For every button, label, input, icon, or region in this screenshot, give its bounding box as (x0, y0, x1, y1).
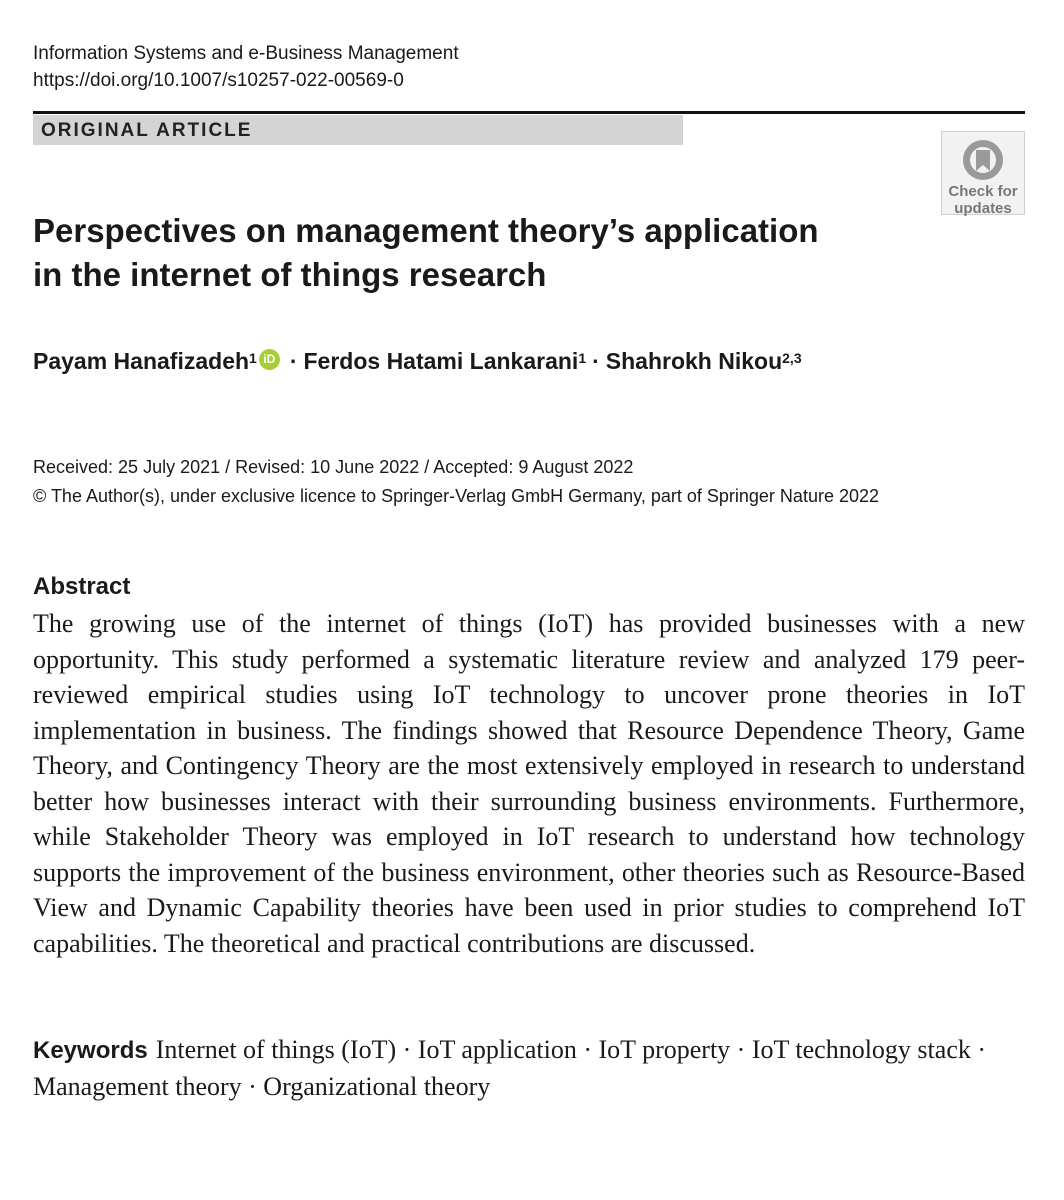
publication-dates (33, 453, 879, 511)
author-separator: · (592, 348, 600, 374)
copyright-notice: © The Author(s), under exclusive licence to Springer-Verlag GmbH Germany, part of Springer Nature 2022 (33, 486, 879, 506)
author-separator: · (289, 348, 298, 374)
author-name: Shahrokh Nikou (605, 348, 783, 374)
doi-link[interactable]: https://doi.org/10.1007/s10257-022-00569-0 (33, 70, 404, 91)
badge-label-1: Check for (948, 183, 1018, 200)
article-type-band: ORIGINAL ARTICLE (33, 115, 683, 145)
author-list (33, 343, 802, 379)
paper-title (33, 209, 893, 297)
title-line-2: in the internet of things research (33, 256, 547, 293)
title-line-1: Perspectives on management theory’s application (33, 212, 819, 249)
author-name: Payam Hanafizadeh (33, 348, 250, 374)
badge-label-2: updates (954, 200, 1012, 217)
keywords-list: Internet of things (IoT) · IoT application · IoT property · IoT technology stack · Management theory · Organizational theory (33, 1035, 987, 1101)
abstract-text: The growing use of the internet of things (IoT) has provided businesses with a new opportunity. This study performed a systematic literature review and analyzed 179 peer-reviewed empirical studies using IoT technology to uncover prone theories in IoT implementation in business. The findings showed that Resource Dependence Theory, Game Theory, and Contingency Theory are the most extensively employed in research to understand better how businesses interact with their surrounding business environments. Furthermore, while Stakeholder Theory was employed in IoT research to understand how technology supports the improvement of the business environment, other theories such as Resource-Based View and Dynamic Capability theories have been used in prior studies to comprehend IoT capabilities. The theoretical and practical contributions are discussed. (33, 609, 1025, 958)
date-history: Received: 25 July 2021 / Revised: 10 June 2022 / Accepted: 9 August 2022 (33, 457, 634, 477)
author-affiliation: 1 (249, 350, 257, 366)
author-affiliation: 1 (578, 350, 587, 366)
journal-header (33, 40, 459, 94)
bookmark-check-icon (961, 138, 1005, 182)
abstract-heading: Abstract (33, 573, 131, 600)
orcid-icon[interactable]: iD (259, 349, 280, 370)
header-rule (33, 111, 1025, 114)
keywords-label: Keywords (33, 1037, 148, 1064)
journal-name: Information Systems and e-Business Management (33, 43, 459, 64)
author-affiliation: 2,3 (782, 350, 802, 366)
check-for-updates-badge[interactable] (941, 131, 1025, 215)
keywords-section (33, 1032, 1025, 1104)
author-name: Ferdos Hatami Lankarani (303, 348, 579, 374)
